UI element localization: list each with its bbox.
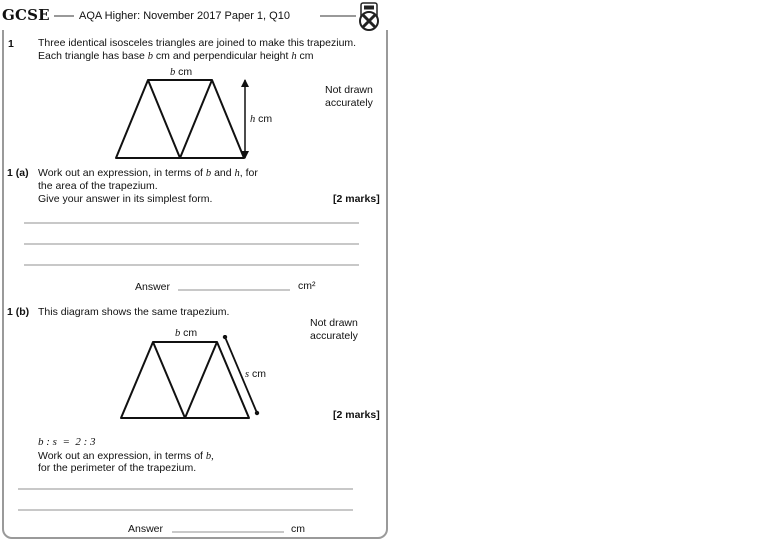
part-b-line-1: This diagram shows the same trapezium. (38, 306, 230, 318)
part-b-answer-label: Answer (128, 523, 164, 535)
diagram1-note-line-2: accurately (325, 97, 373, 109)
part-b-working-line-2[interactable] (18, 509, 353, 511)
part-a-line-3: Give your answer in its simplest form. (38, 193, 213, 205)
part-b-label: 1 (b) (7, 306, 30, 318)
part-b-working-line-1[interactable] (18, 488, 353, 490)
header-bar (0, 0, 390, 30)
part-a-answer-line[interactable] (178, 289, 290, 291)
part-a-line-1: Work out an expression, in terms of b and h, for (38, 167, 258, 179)
part-b-marks: [2 marks] (333, 409, 380, 421)
paper-title: AQA Higher: November 2017 Paper 1, Q10 (79, 10, 290, 22)
intro-line-1: Three identical isosceles triangles are joined to make this trapezium. (38, 37, 357, 49)
part-b-answer-line[interactable] (172, 531, 284, 533)
part-a-working-line-2[interactable] (24, 243, 359, 245)
part-b-line-2: Work out an expression, in terms of b, (38, 450, 214, 462)
trapezium-diagram-2 (115, 335, 265, 425)
part-a-marks: [2 marks] (333, 193, 380, 205)
diagram1-top-label: b cm (170, 66, 193, 78)
intro-line-2: Each triangle has base b cm and perpendicular height h cm (38, 50, 314, 62)
diagram1-note-line-1: Not drawn (325, 84, 373, 96)
calculator-not-allowed-icon (356, 2, 382, 32)
header-line-right (320, 15, 356, 17)
part-a-working-line-1[interactable] (24, 222, 359, 224)
diagram2-side-label: s cm (245, 368, 267, 380)
question-number: 1 (8, 38, 14, 50)
diagram2-note-line-1: Not drawn (310, 317, 358, 329)
part-a-line-2: the area of the trapezium. (38, 180, 158, 192)
part-a-working-line-3[interactable] (24, 264, 359, 266)
gcse-logo: GCSE (2, 6, 50, 24)
part-a-answer-unit: cm² (298, 280, 316, 292)
part-a-label: 1 (a) (7, 167, 29, 179)
header-line-left (54, 15, 74, 17)
part-a-answer-label: Answer (135, 281, 171, 293)
part-b-ratio: b : s = 2 : 3 (38, 436, 96, 448)
diagram1-side-label: h cm (250, 113, 273, 125)
part-b-line-3: for the perimeter of the trapezium. (38, 462, 197, 474)
diagram2-top-label: b cm (175, 327, 198, 339)
part-b-answer-unit: cm (291, 523, 305, 535)
diagram2-note-line-2: accurately (310, 330, 358, 342)
